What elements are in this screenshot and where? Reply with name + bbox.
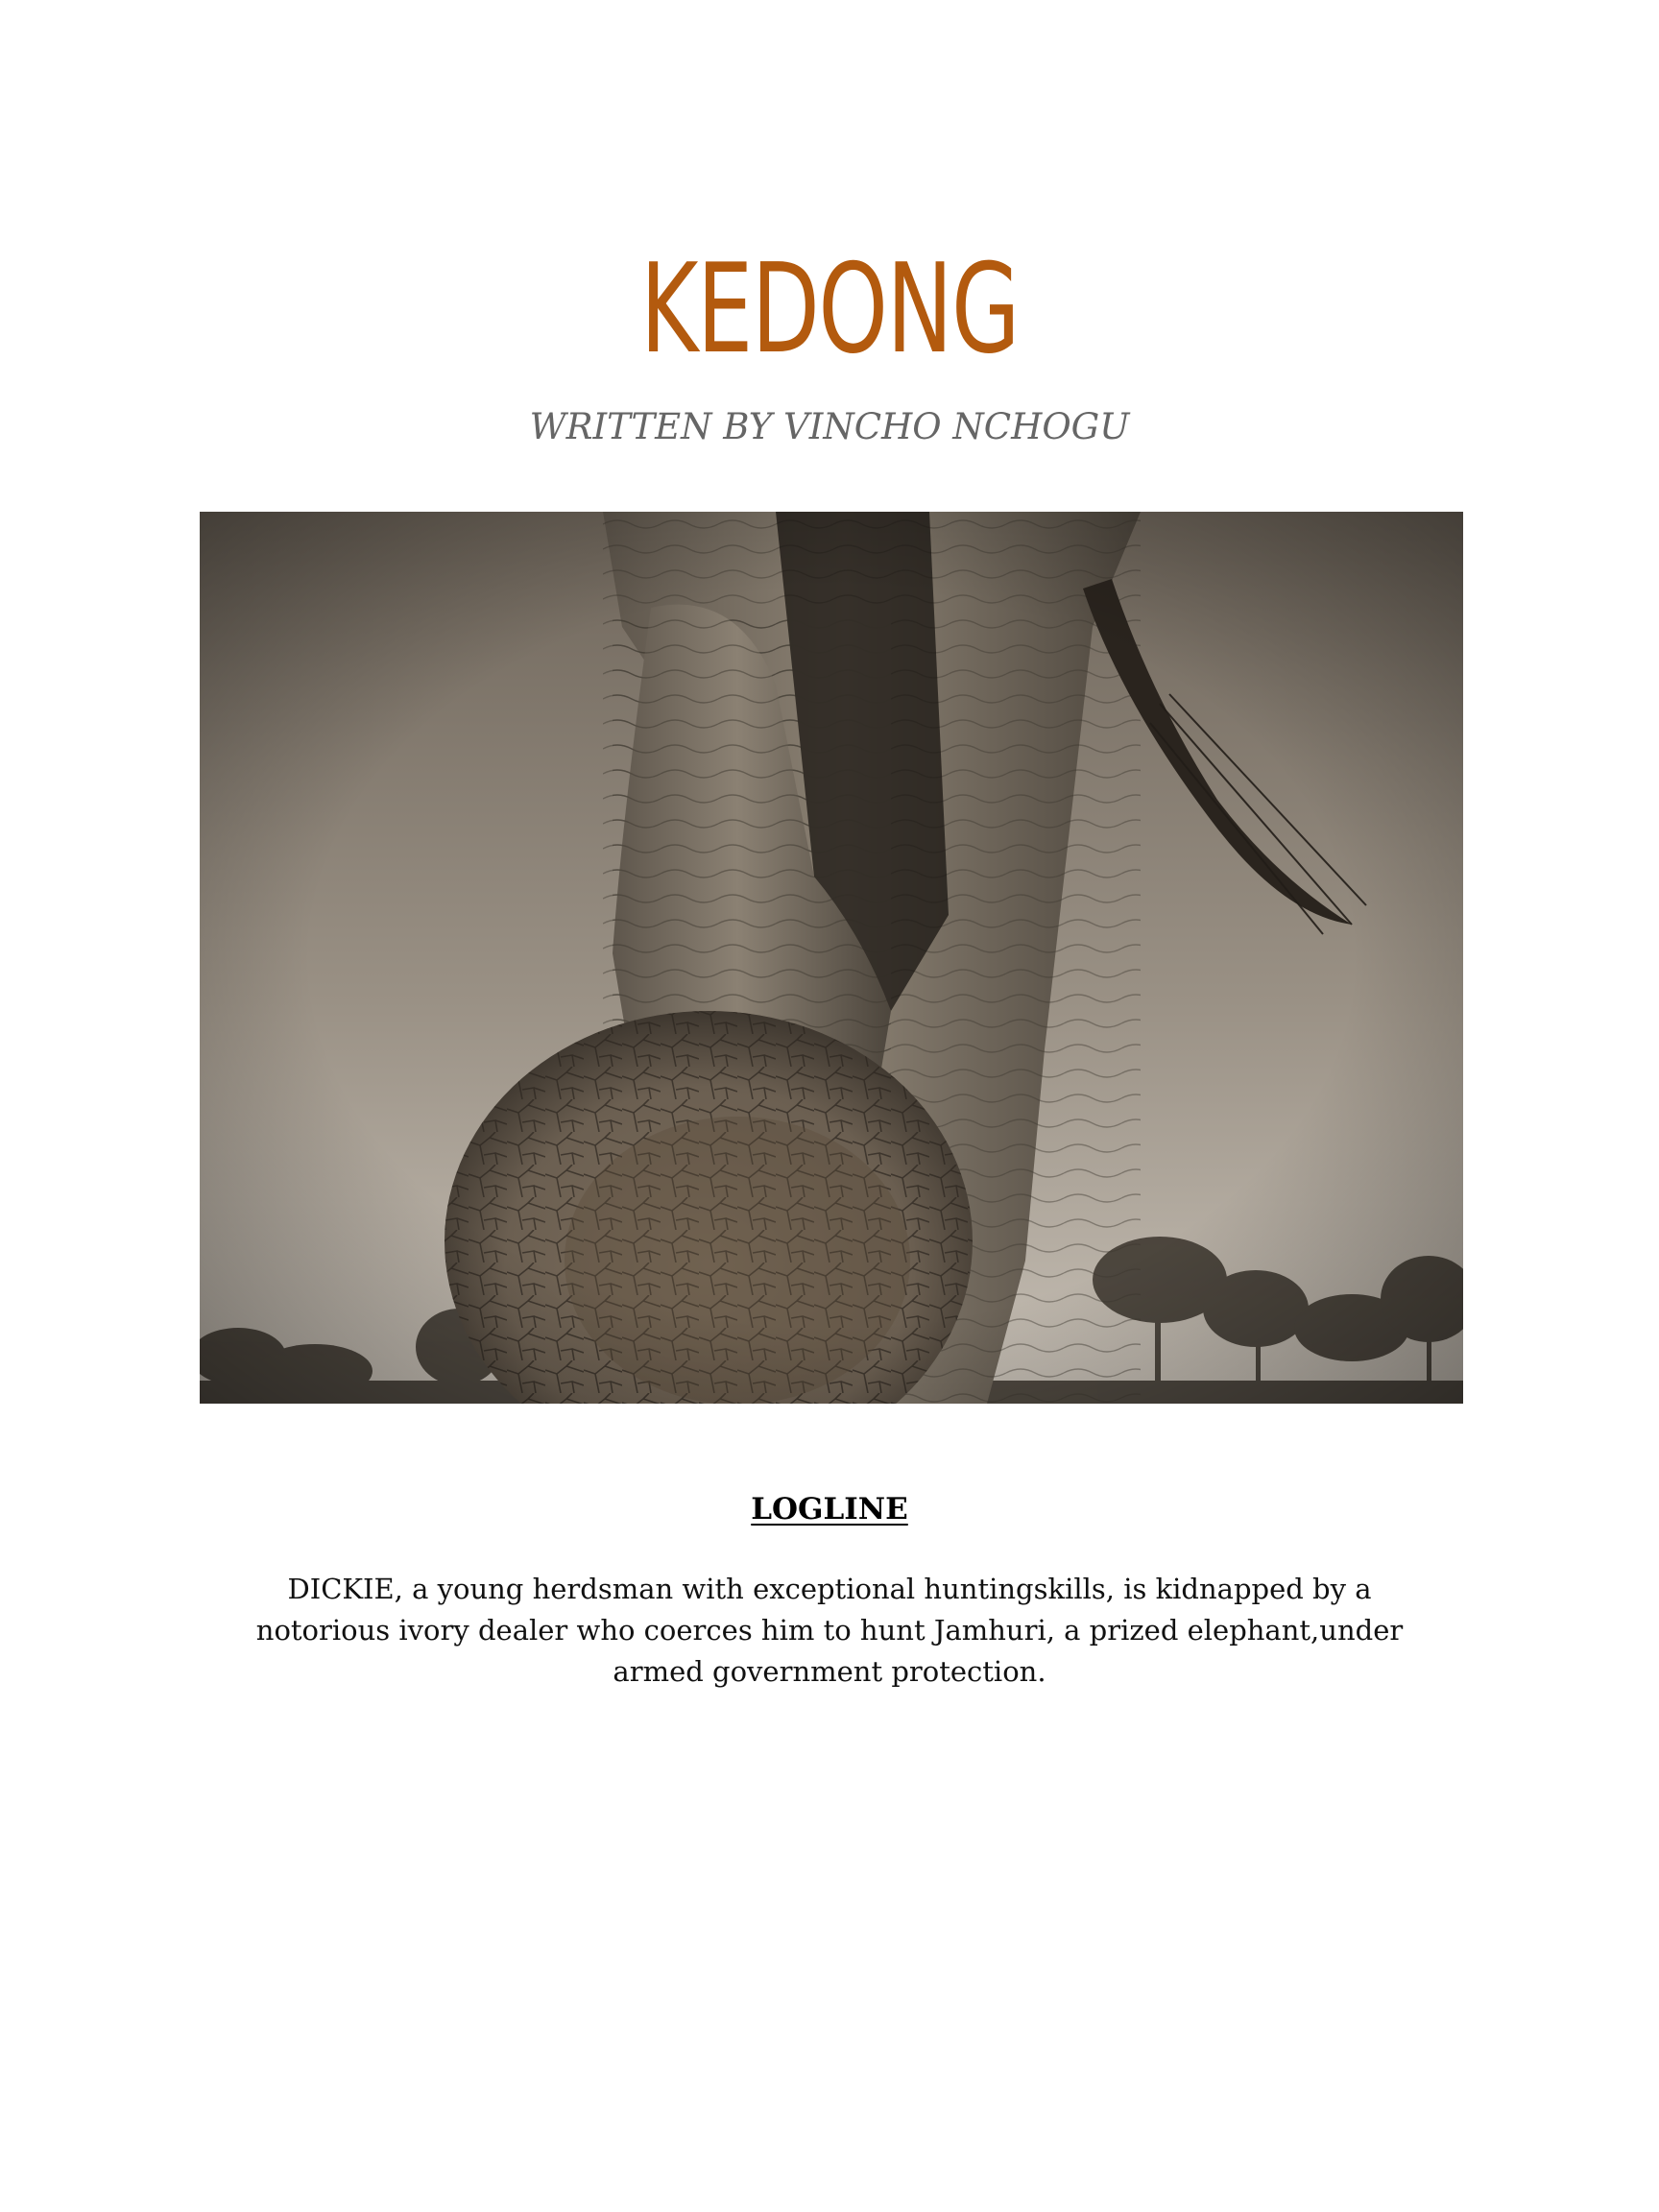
elephant-foot-photo [200,512,1463,1404]
document-title: KEDONG [640,238,1019,381]
logline-heading: LOGLINE [751,1492,908,1527]
logline-text: DICKIE, a young herdsman with exceptional huntingskills, is kidnapped by a notorious ivory dealer who coerces him to hunt Jamhuri, a prized elephant,under armed government protection. [255,1573,1404,1688]
author-byline: WRITTEN BY VINCHO NCHOGU [529,406,1130,447]
